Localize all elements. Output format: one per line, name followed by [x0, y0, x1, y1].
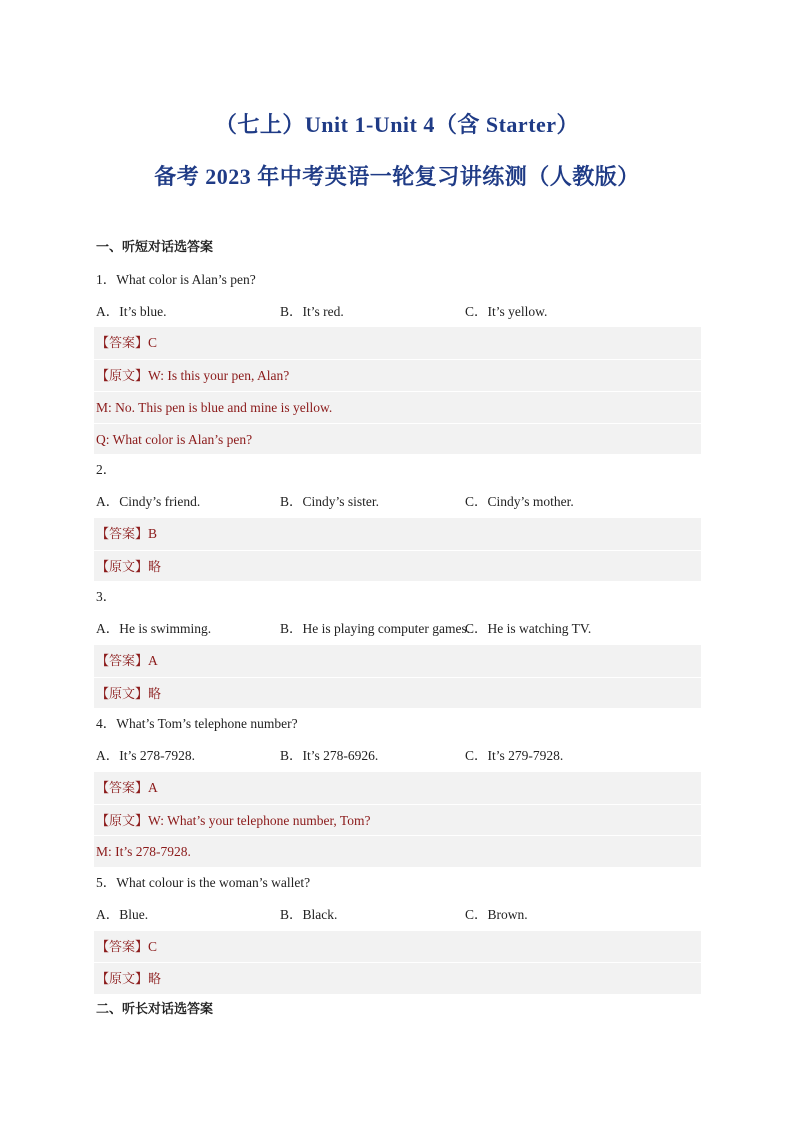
transcript-label: 【原文】	[96, 686, 149, 702]
section-heading-2: 二、听长对话选答案	[96, 1002, 214, 1017]
answer-row	[94, 772, 701, 804]
option-c: C．Brown.	[465, 906, 528, 922]
document-title: （七上）Unit 1-Unit 4（含 Starter）	[214, 112, 580, 137]
question-stem: 1．What color is Alan’s pen?	[96, 271, 256, 287]
question-stem: 5．What colour is the woman’s wallet?	[96, 875, 311, 890]
question-stem: 4．What’s Tom’s telephone number?	[96, 716, 298, 732]
answer-label: 【答案】	[96, 336, 149, 352]
option-b: B．It’s red.	[280, 303, 344, 319]
transcript-row	[94, 359, 701, 391]
option-a: A．It’s 278-7928.	[96, 748, 195, 763]
transcript-text: W: Is this your pen, Alan?	[148, 368, 290, 383]
answer-value: C	[148, 938, 158, 954]
transcript-text: 略	[148, 559, 162, 575]
answer-value: A	[148, 779, 158, 795]
transcript-label: 【原文】	[96, 369, 149, 384]
transcript-row	[94, 962, 701, 994]
answer-label: 【答案】	[96, 780, 149, 796]
section-heading-1: 一、听短对话选答案	[96, 240, 214, 255]
option-c: C．He is watching TV.	[465, 621, 592, 636]
question-list	[94, 264, 701, 994]
answer-row	[94, 518, 701, 550]
answer-value: A	[148, 652, 158, 668]
question-stem: 3．	[96, 589, 117, 605]
option-c: C．It’s yellow.	[465, 303, 548, 319]
option-a: A．He is swimming.	[96, 621, 212, 636]
option-c: C．Cindy’s mother.	[465, 494, 574, 509]
option-a: A．Cindy’s friend.	[96, 494, 201, 509]
answer-row	[94, 327, 701, 359]
option-a: A．Blue.	[96, 906, 149, 922]
document-subtitle: 备考 2023 年中考英语一轮复习讲练测（人教版）	[154, 164, 640, 189]
option-c: C．It’s 279-7928.	[465, 748, 564, 763]
transcript-row	[94, 550, 701, 582]
question-options	[94, 613, 701, 645]
transcript-row	[94, 677, 701, 709]
option-b: B．Black.	[280, 906, 338, 922]
transcript-label: 【原文】	[96, 559, 149, 575]
answer-value: C	[148, 335, 158, 351]
transcript-label: 【原文】	[96, 813, 149, 829]
transcript-text: 略	[148, 686, 162, 702]
option-b: B．He is playing computer games.	[280, 621, 471, 636]
option-b: B．Cindy’s sister.	[280, 494, 380, 509]
question-stem: 2．	[96, 462, 117, 478]
answer-row	[94, 645, 701, 677]
transcript-line: M: No. This pen is blue and mine is yellow.	[94, 391, 701, 423]
transcript-text: 略	[148, 972, 162, 988]
question-options	[94, 899, 701, 931]
document-body	[94, 232, 701, 1026]
answer-value: B	[148, 525, 158, 541]
question-options	[94, 740, 701, 772]
transcript-text: W: What’s your telephone number, Tom?	[148, 812, 371, 828]
answer-label: 【答案】	[96, 526, 149, 542]
transcript-line: M: It’s 278-7928.	[94, 835, 701, 867]
option-b: B．It’s 278-6926.	[280, 748, 379, 763]
question-options	[94, 296, 701, 328]
transcript-line: Q: What color is Alan’s pen?	[94, 423, 701, 455]
transcript-label: 【原文】	[96, 972, 149, 988]
question-options	[94, 486, 701, 518]
answer-label: 【答案】	[96, 939, 149, 955]
option-a: A．It’s blue.	[96, 303, 167, 319]
transcript-row	[94, 804, 701, 836]
answer-label: 【答案】	[96, 653, 149, 669]
answer-row	[94, 931, 701, 963]
